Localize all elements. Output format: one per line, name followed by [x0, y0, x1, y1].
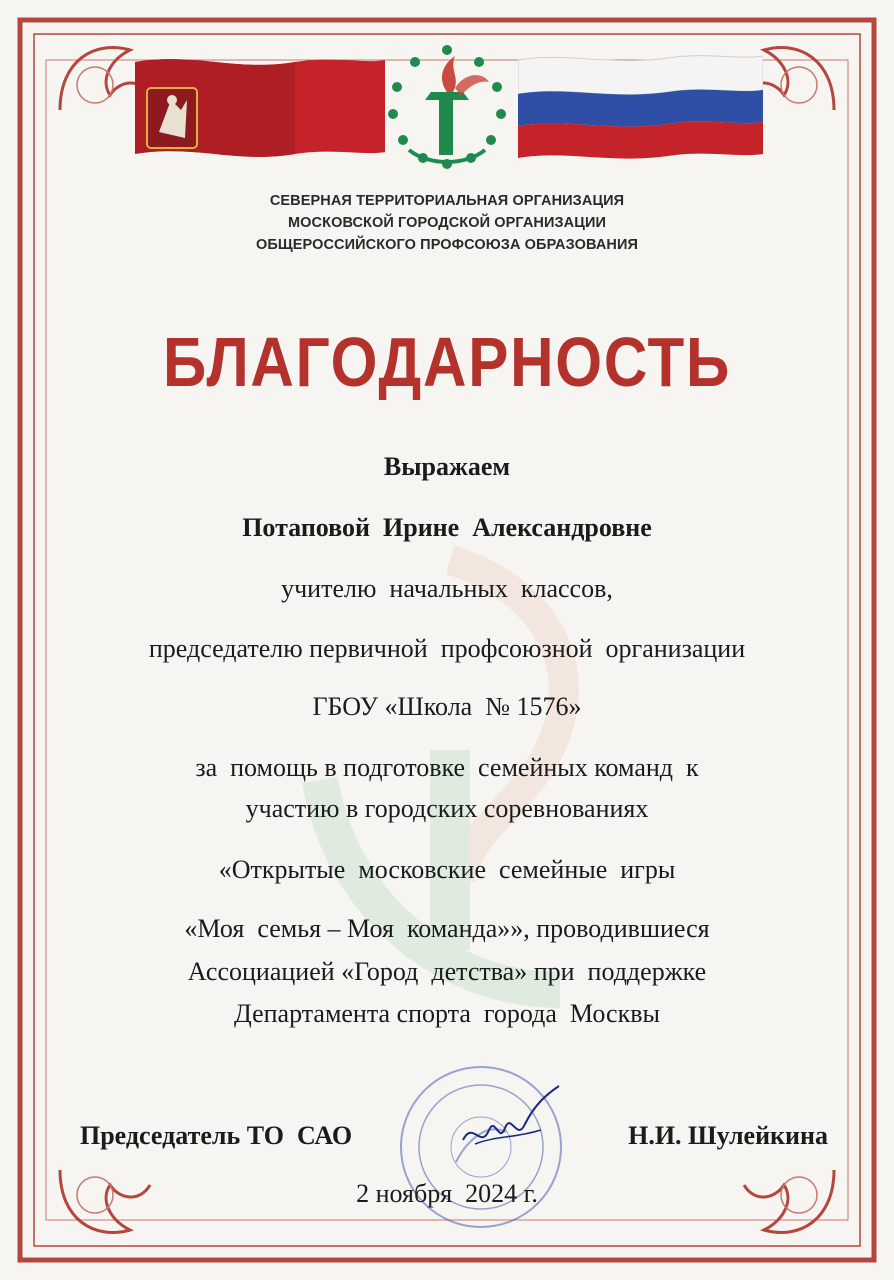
signatory-position: Председатель ТО САО	[80, 1121, 353, 1150]
org-name-line-1: СЕВЕРНАЯ ТЕРРИТОРИАЛЬНАЯ ОРГАНИЗАЦИЯ	[269, 193, 625, 209]
signatory-name: Н.И. Шулейкина	[628, 1121, 828, 1150]
signature-icon	[455, 1080, 565, 1170]
body-line-9: «Моя семья – Моя команда»», проводившиеся	[184, 914, 710, 943]
body-line-10: Ассоциацией «Город детства» при поддержке	[187, 957, 707, 986]
body-line-6: за помощь в подготовке семейных команд к	[195, 753, 699, 782]
body-line-7: участию в городских соревнованиях	[245, 794, 649, 823]
body-line-1: Выражаем	[383, 452, 511, 481]
moscow-flag-icon	[135, 52, 385, 164]
body-line-5: ГБОУ «Школа № 1576»	[312, 692, 582, 721]
org-name-line-3: ОБЩЕРОССИЙСКОГО ПРОФСОЮЗА ОБРАЗОВАНИЯ	[255, 237, 639, 253]
body-line-11: Департамента спорта города Москвы	[234, 999, 660, 1028]
recipient-name: Потаповой Ирине Александровне	[242, 513, 652, 542]
org-name-line-2: МОСКОВСКОЙ ГОРОДСКОЙ ОРГАНИЗАЦИИ	[288, 215, 606, 231]
russia-flag-icon	[518, 50, 763, 162]
issue-date: 2 ноября 2024 г.	[356, 1179, 538, 1208]
body-line-4: председателю первичной профсоюзной организации	[148, 634, 746, 663]
body-line-3: учителю начальных классов,	[281, 574, 613, 603]
union-emblem-icon	[385, 42, 510, 172]
body-line-8: «Открытые московские семейные игры	[218, 855, 676, 884]
certificate-title: БЛАГОДАРНОСТЬ	[162, 323, 732, 401]
